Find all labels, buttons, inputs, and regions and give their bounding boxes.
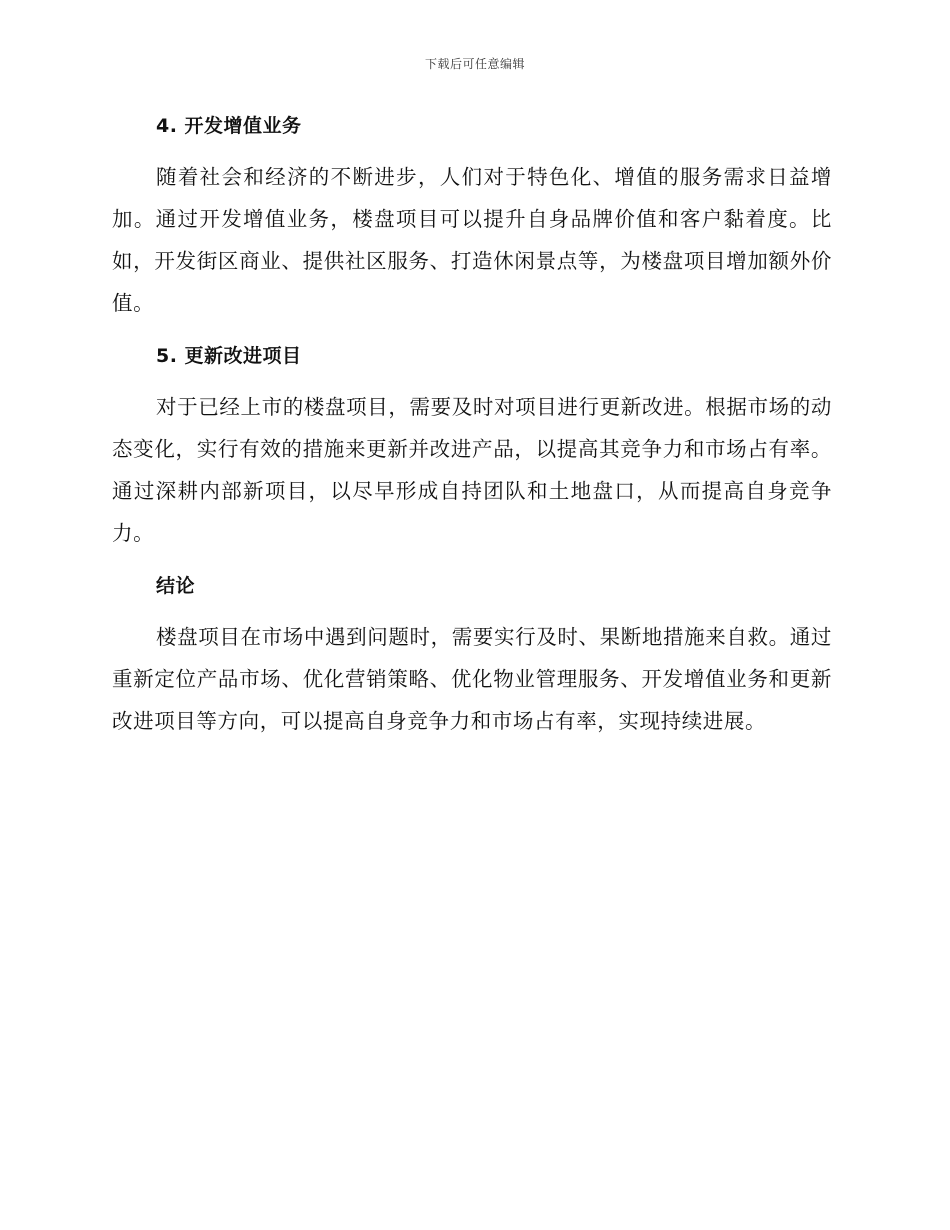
section-body-update-improve: 对于已经上市的楼盘项目，需要及时对项目进行更新改进。根据市场的动态变化，实行有效的措施来更新并改进产品，以提高其竞争力和市场占有率。通过深耕内部新项目，以尽早形成自持团队和土地盘口，从而提高自身竞争力。	[112, 395, 832, 545]
page-header-note: 下载后可任意编辑	[424, 57, 525, 71]
section-heading-update-improve: 5. 更新改进项目	[156, 345, 302, 367]
section-body-conclusion: 楼盘项目在市场中遇到问题时，需要实行及时、果断地措施来自救。通过重新定位产品市场、优化营销策略、优化物业管理服务、开发增值业务和更新改进项目等方向，可以提高自身竞争力和市场占有率，实现持续进展。	[112, 625, 832, 733]
section-body-value-added: 随着社会和经济的不断进步，人们对于特色化、增值的服务需求日益增加。通过开发增值业务，楼盘项目可以提升自身品牌价值和客户黏着度。比如，开发街区商业、提供社区服务、打造休闲景点等，为楼盘项目增加额外价值。	[112, 165, 832, 315]
section-heading-conclusion: 结论	[156, 575, 196, 597]
section-heading-value-added: 4. 开发增值业务	[156, 115, 302, 137]
document-content	[112, 108, 832, 756]
